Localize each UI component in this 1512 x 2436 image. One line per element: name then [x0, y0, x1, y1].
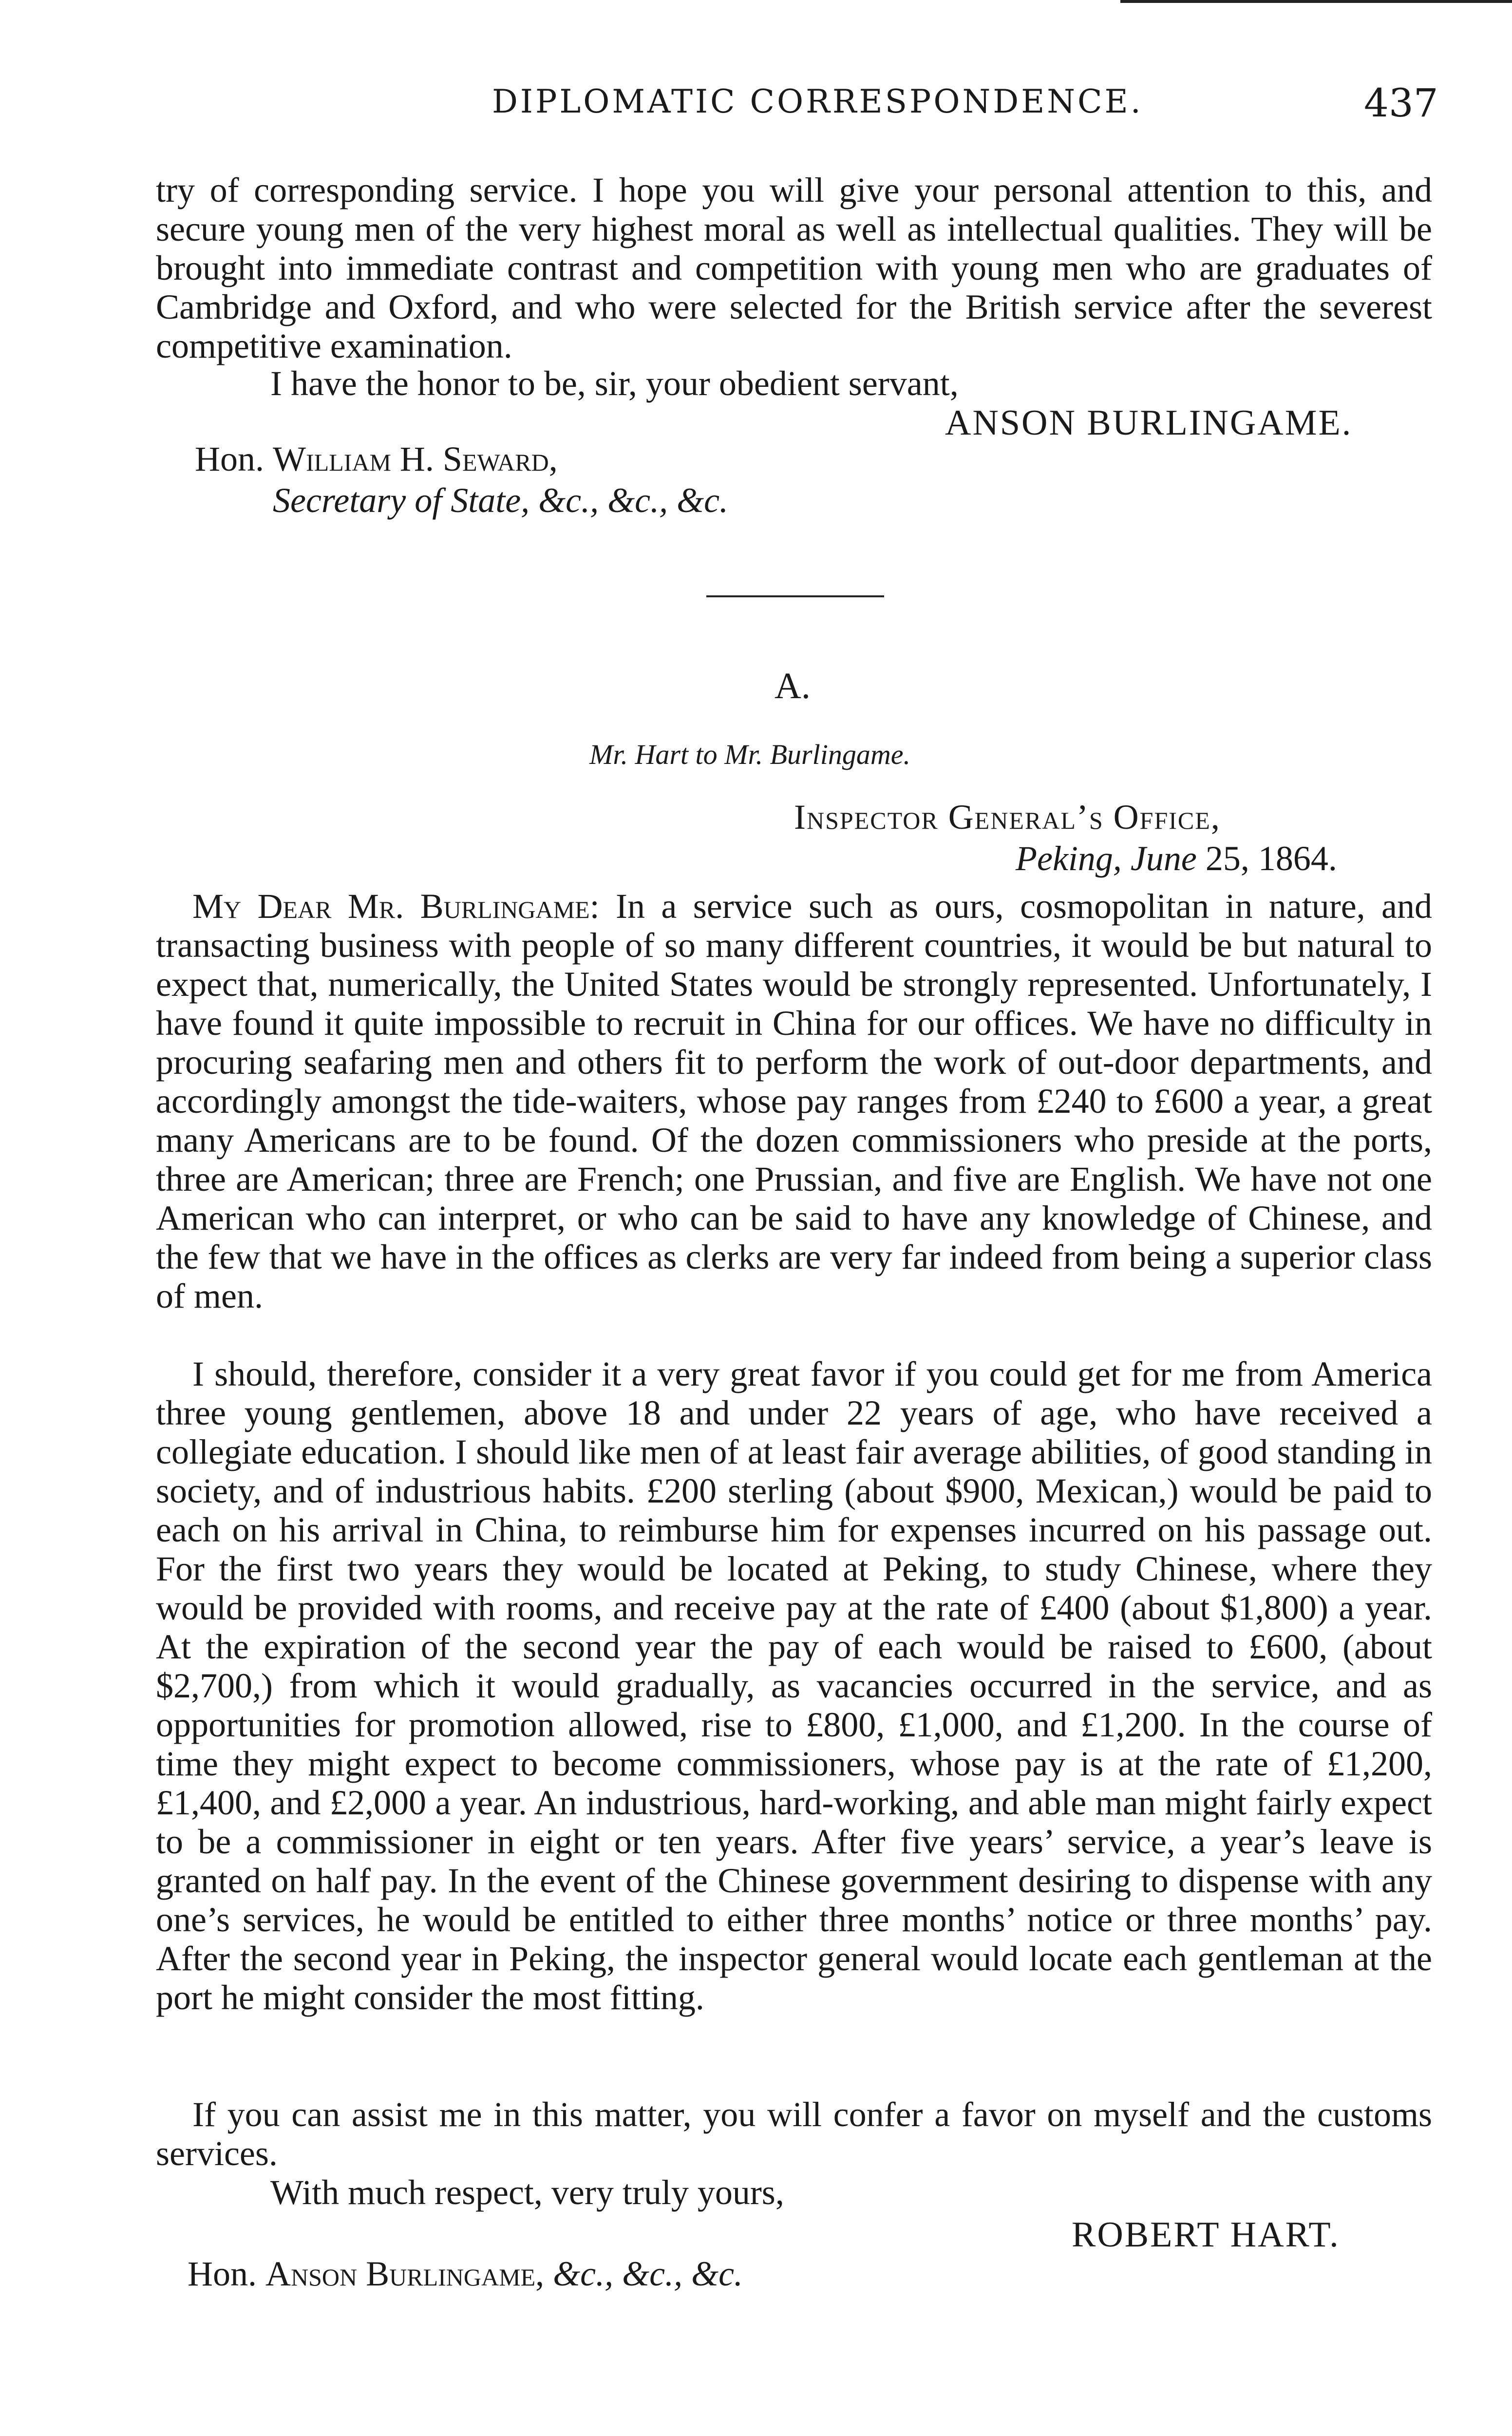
letter2-closing: With much respect, very truly yours, — [270, 2173, 784, 2212]
letter2-paragraph-3: If you can assist me in this matter, you will confer a favor on myself and the customs services. — [156, 2095, 1432, 2173]
addressee-name: William H. Seward, — [273, 439, 558, 478]
dateline-place: Peking, — [1016, 839, 1122, 878]
addressee2-name: Anson Burlingame, — [265, 2254, 545, 2293]
running-head: DIPLOMATIC CORRESPONDENCE. — [492, 83, 1143, 120]
letter2-paragraph-1 — [156, 887, 1432, 1315]
addressee2-prefix: Hon. — [188, 2254, 257, 2293]
addressee-prefix: Hon. — [195, 439, 264, 478]
letter1-addressee — [195, 438, 558, 479]
letter-heading: Mr. Hart to Mr. Burlingame. — [589, 739, 910, 770]
letter1-addressee-title: Secretary of State, &c., &c., &c. — [273, 481, 729, 520]
letter1-signature: ANSON BURLINGAME. — [945, 403, 1353, 443]
letter2-office: Inspector General’s Office, — [794, 798, 1221, 837]
top-rule — [1120, 0, 1512, 3]
paragraph1-text: In a service such as ours, cosmopolitan in nature, and transacting business with people of so many different countries, it would be but natural to expect that, numerically, the United States would be strongly represented. Unfortunately, I have found it quite impossible to recruit in China for our offices. We have no difficulty in procuring seafaring men and others fit to perform the work of out-door departments, and accordingly amongst the tide-waiters, whose pay ranges from £240 to £600 a year, a great many Americans are to be found. Of the dozen commissioners who preside at the ports, three are American; three are French; one Prussian, and five are English. We have not one American who can interpret, or who can be said to have any knowledge of Chinese, and the few that we have in the offices as clerks are very far indeed from being a superior class of men. — [156, 887, 1433, 1315]
section-letter: A. — [775, 666, 811, 706]
page-number: 437 — [1364, 80, 1438, 126]
dateline-month: June — [1130, 839, 1197, 878]
letter2-dateline — [1016, 838, 1337, 879]
dateline-rest: 25, 1864. — [1205, 839, 1337, 878]
letter2-signature: ROBERT HART. — [1072, 2215, 1340, 2255]
letter1-continuation: try of corresponding service. I hope you will give your personal attention to this, and secure young men of the very highest moral as well as intellectual qualities. They will be brought into immediate contrast and competition with young men who are graduates of Cambridge and Oxford, and who were selected for the British service after the severest competitive examination. — [156, 171, 1432, 365]
letter1-closing: I have the honor to be, sir, your obedient servant, — [270, 364, 959, 403]
letter2-addressee — [188, 2253, 743, 2294]
addressee2-etc: &c., &c., &c. — [553, 2254, 743, 2293]
section-divider — [706, 595, 884, 597]
salutation: My Dear Mr. Burlingame: — [192, 887, 600, 926]
letter2-paragraph-2: I should, therefore, consider it a very great favor if you could get for me from America three young gentlemen, above 18 and under 22 years of age, who have received a collegiate education. I should like men of at least fair average abilities, of good standing in society, and of industrious habits. £200 sterling (about $900, Mexican,) would be paid to each on his arrival in China, to reimburse him for expenses incurred on his passage out. For the first two years they would be located at Peking, to study Chinese, where they would be provided with rooms, and receive pay at the rate of £400 (about $1,800) a year. At the expiration of the second year the pay of each would be raised to £600, (about $2,700,) from which it would gradually, as vacancies occurred in the service, and as opportunities for promotion allowed, rise to £800, £1,000, and £1,200. In the course of time they might expect to become commissioners, whose pay is at the rate of £1,200, £1,400, and £2,000 a year. An industrious, hard-working, and able man might fairly expect to be a commissioner in eight or ten years. After five years’ service, a year’s leave is granted on half pay. In the event of the Chinese government desiring to dispense with any one’s services, he would be entitled to either three months’ notice or three months’ pay. After the second year in Peking, the inspector general would locate each gentleman at the port he might consider the most fitting. — [156, 1354, 1432, 2017]
